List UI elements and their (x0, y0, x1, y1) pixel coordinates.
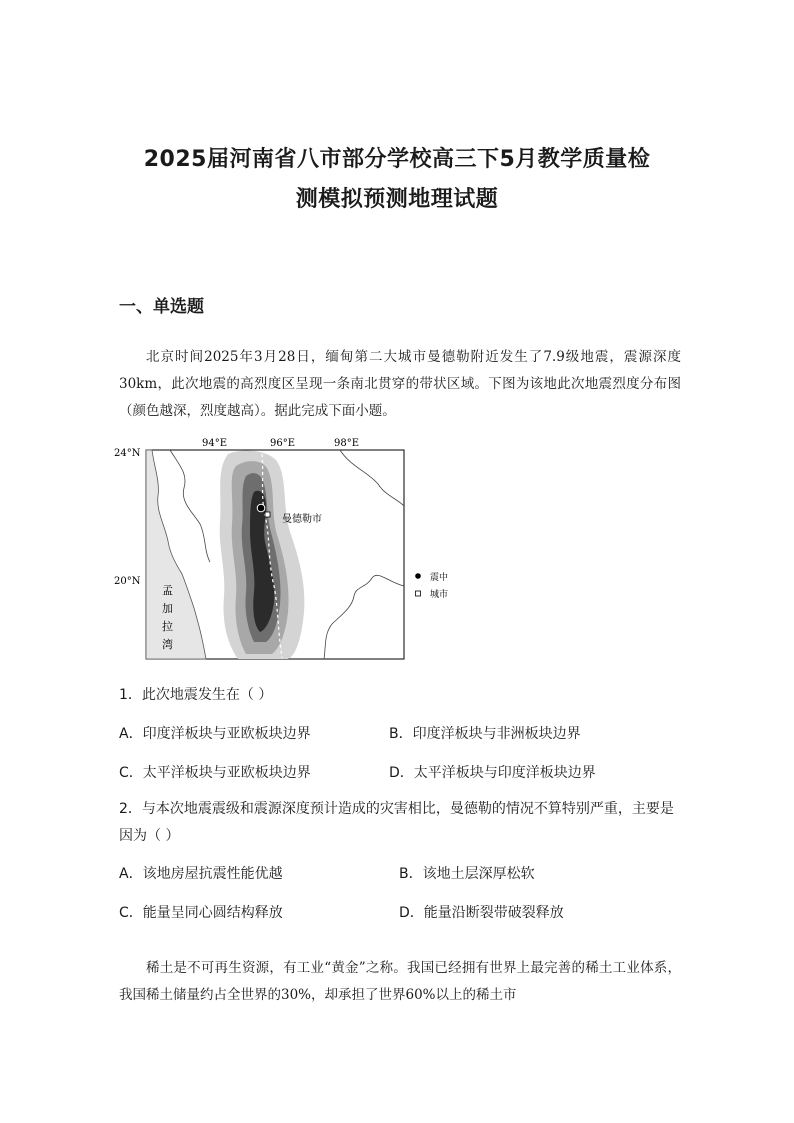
q1-option-a: A．印度洋板块与亚欧板块边界 (119, 726, 311, 742)
question-1-stem: 1．此次地震发生在（ ） (119, 687, 273, 703)
q2-option-b: B．该地土层深厚松软 (399, 866, 535, 882)
page-title (80, 140, 714, 220)
bay-label: 拉 (162, 620, 173, 633)
question-2-stem: 2．与本次地震震级和震源深度预计造成的灾害相比，曼德勒的情况不算特别严重，主要是因为（ ） (119, 801, 674, 844)
bay-label: 孟 (162, 584, 173, 597)
lat-label: 20°N (114, 576, 141, 587)
q1-option-d: D．太平洋板块与印度洋板块边界 (389, 765, 596, 781)
intensity-map (110, 436, 470, 666)
section-heading: 一、单选题 (119, 297, 204, 317)
lon-label: 98°E (334, 438, 360, 449)
passage-rare-earth: 稀土是不可再生资源，有工业“黄金”之称。我国已经拥有世界上最完善的稀土工业体系，我国稀土储量约占全世界的30%，却承担了世界60%以上的稀土市 (119, 960, 681, 1003)
epicenter-dot-icon (415, 573, 421, 579)
q2-option-a: A．该地房屋抗震性能优越 (119, 866, 283, 882)
city-square-icon (416, 591, 421, 596)
legend-label: 城市 (430, 590, 449, 600)
q2-option-d: D．能量沿断裂带破裂释放 (399, 905, 564, 921)
title-line-2: 测模拟预测地理试题 (295, 187, 499, 212)
passage-earthquake: 北京时间2025年3月28日，缅甸第二大城市曼德勒附近发生了7.9级地震，震源深度30km，此次地震的高烈度区呈现一条南北贯穿的带状区域。下图为该地此次地震烈度分布图（颜色越深，烈度越高）。据此完成下面小题。 (119, 349, 681, 419)
bay-label: 加 (162, 602, 173, 615)
lon-label: 94°E (202, 438, 228, 449)
city-square-icon (265, 512, 270, 517)
legend-label: 震中 (430, 573, 449, 583)
title-line-1: 2025届河南省八市部分学校高三下5月教学质量检 (143, 147, 651, 172)
q1-option-b: B．印度洋板块与非洲板块边界 (389, 726, 581, 742)
lat-label: 24°N (114, 448, 141, 459)
q1-option-c: C．太平洋板块与亚欧板块边界 (119, 765, 311, 781)
intensity-map-figure (110, 436, 470, 666)
epicenter-dot-icon (257, 504, 265, 512)
city-label: 曼德勒市 (282, 514, 322, 525)
lon-label: 96°E (270, 438, 296, 449)
bay-label: 湾 (162, 638, 173, 651)
q2-option-c: C．能量呈同心圆结构释放 (119, 905, 283, 921)
